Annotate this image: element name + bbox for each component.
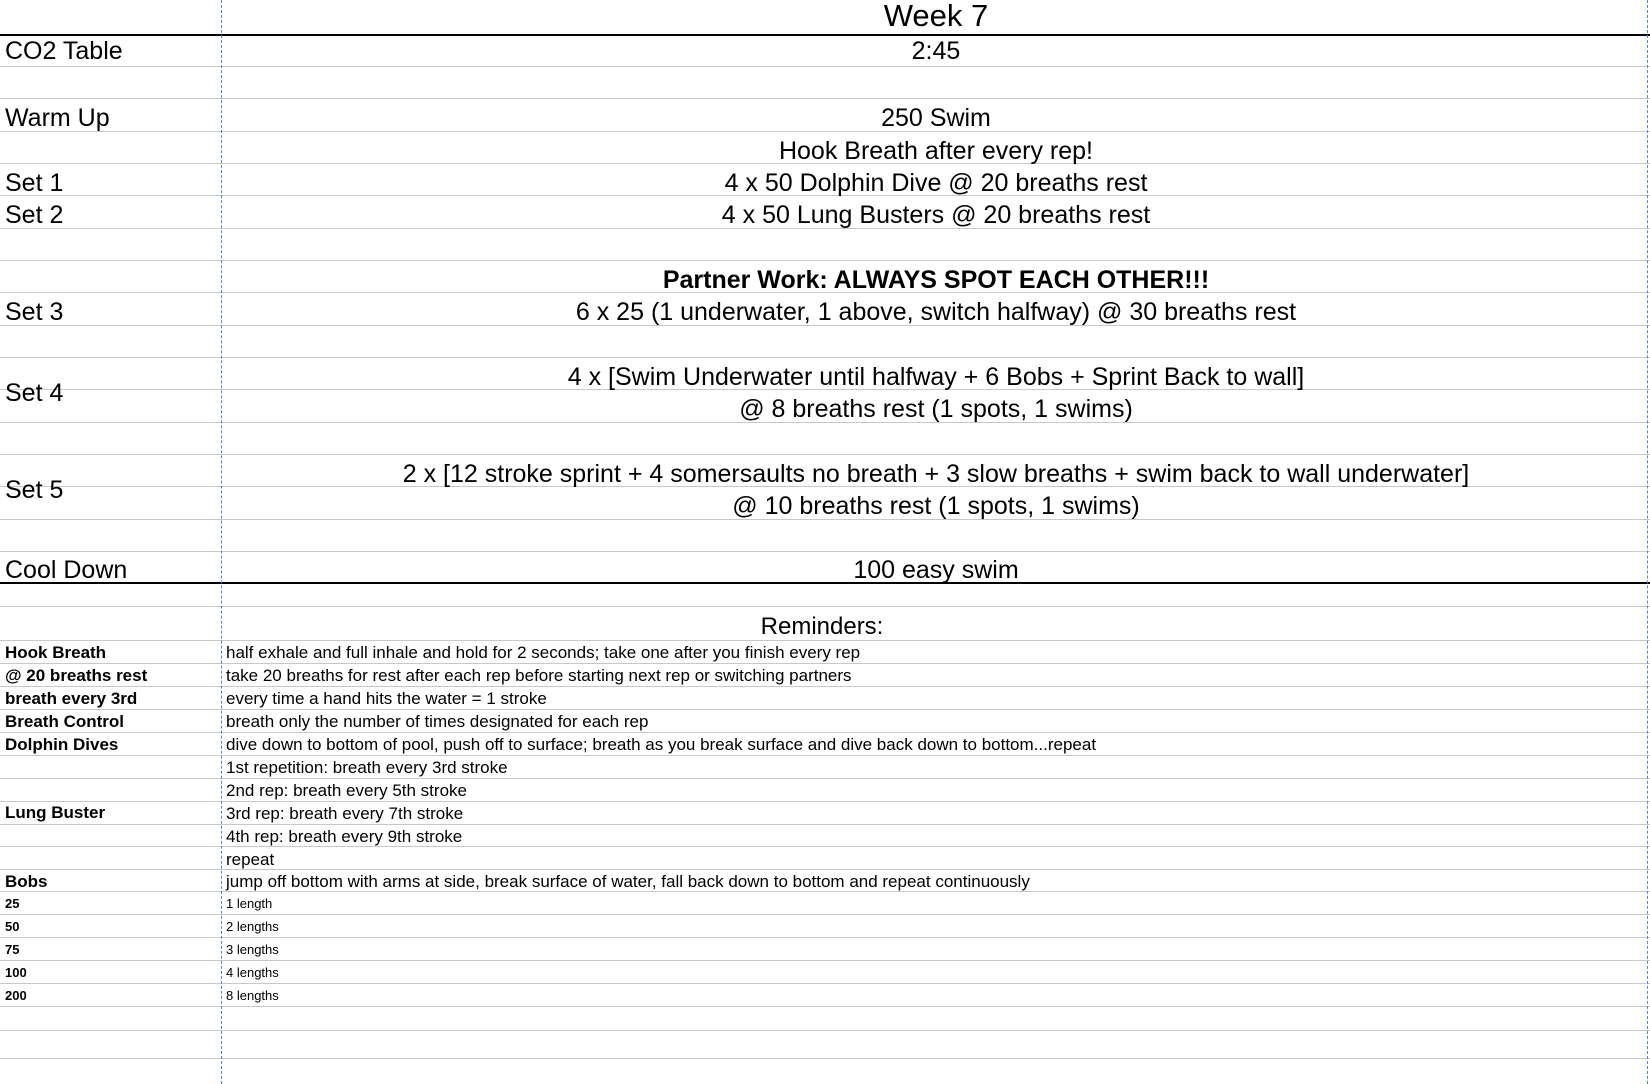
set4-label[interactable]: Set 4 [5, 379, 64, 407]
reminder-text[interactable]: half exhale and full inhale and hold for 2 seconds; take one after you finish every rep [226, 643, 861, 662]
grid-line [0, 98, 1650, 99]
lung-buster-line[interactable]: repeat [226, 850, 275, 869]
grid-line [0, 131, 1650, 132]
distance-text[interactable]: 4 lengths [226, 965, 279, 980]
reminder-term[interactable]: Dolphin Dives [5, 735, 119, 754]
distance-term[interactable]: 75 [5, 942, 20, 957]
grid-line [0, 1030, 1650, 1031]
grid-line [0, 1006, 1650, 1007]
reminder-term[interactable]: @ 20 breaths rest [5, 666, 148, 685]
lung-buster-line[interactable]: 2nd rep: breath every 5th stroke [226, 781, 467, 800]
reminder-term[interactable]: Lung Buster [5, 803, 106, 822]
grid-line [0, 357, 1650, 358]
grid-line [0, 891, 1650, 892]
grid-line [0, 869, 1650, 870]
grid-line [0, 846, 1650, 847]
set4-line2[interactable]: @ 8 breaths rest (1 spots, 1 swims) [739, 395, 1133, 423]
grid-line [0, 640, 1650, 641]
grid-line [0, 732, 1650, 733]
grid-line [0, 824, 1650, 825]
grid-line [0, 801, 1650, 802]
reminder-text[interactable]: every time a hand hits the water = 1 stroke [226, 689, 547, 708]
hook-breath-note[interactable]: Hook Breath after every rep! [778, 137, 1094, 165]
distance-text[interactable]: 1 length [226, 896, 273, 911]
grid-line [0, 960, 1650, 961]
set2-value[interactable]: 4 x 50 Lung Busters @ 20 breaths rest [721, 201, 1151, 229]
grid-line [0, 937, 1650, 938]
grid-line [0, 1058, 1650, 1059]
distance-term[interactable]: 200 [5, 988, 27, 1003]
grid-line [0, 686, 1650, 687]
warm-up-value[interactable]: 250 Swim [881, 104, 991, 132]
reminder-text[interactable]: breath only the number of times designated for each rep [226, 712, 649, 731]
grid-line [0, 778, 1650, 779]
reminders-title[interactable]: Reminders: [760, 613, 884, 640]
lung-buster-line[interactable]: 4th rep: breath every 9th stroke [226, 827, 463, 846]
distance-text[interactable]: 8 lengths [226, 988, 279, 1003]
grid-line [0, 914, 1650, 915]
reminder-text[interactable]: dive down to bottom of pool, push off to surface; breath as you break surface and dive back down to bottom...repeat [226, 735, 1097, 754]
grid-line [0, 454, 1650, 455]
warm-up-label[interactable]: Warm Up [5, 104, 110, 132]
reminder-term[interactable]: breath every 3rd [5, 689, 138, 708]
distance-term[interactable]: 100 [5, 965, 27, 980]
set4-line1[interactable]: 4 x [Swim Underwater until halfway + 6 Bobs + Sprint Back to wall] [567, 363, 1305, 391]
reminder-text[interactable]: take 20 breaths for rest after each rep before starting next rep or switching partners [226, 666, 852, 685]
set5-label[interactable]: Set 5 [5, 476, 64, 504]
set5-line1[interactable]: 2 x [12 stroke sprint + 4 somersaults no breath + 3 slow breaths + swim back to wall underwater] [402, 460, 1470, 488]
distance-term[interactable]: 25 [5, 896, 20, 911]
reminder-text[interactable]: jump off bottom with arms at side, break surface of water, fall back down to bottom and repeat continuously [226, 872, 1030, 891]
distance-text[interactable]: 3 lengths [226, 942, 279, 957]
set1-label[interactable]: Set 1 [5, 169, 64, 197]
reminder-term[interactable]: Breath Control [5, 712, 124, 731]
set1-value[interactable]: 4 x 50 Dolphin Dive @ 20 breaths rest [724, 169, 1148, 197]
partner-work-header[interactable]: Partner Work: ALWAYS SPOT EACH OTHER!!! [662, 266, 1210, 294]
distance-term[interactable]: 50 [5, 919, 20, 934]
grid-line [0, 551, 1650, 552]
sheet-title: Week 7 [883, 0, 989, 33]
reminder-term[interactable]: Bobs [5, 872, 48, 891]
grid-line [0, 663, 1650, 664]
lung-buster-line[interactable]: 1st repetition: breath every 3rd stroke [226, 758, 508, 777]
grid-line [0, 755, 1650, 756]
set3-value[interactable]: 6 x 25 (1 underwater, 1 above, switch halfway) @ 30 breaths rest [575, 298, 1297, 326]
grid-line [0, 983, 1650, 984]
co2-value[interactable]: 2:45 [911, 37, 961, 65]
lung-buster-line[interactable]: 3rd rep: breath every 7th stroke [226, 804, 464, 823]
reminder-term[interactable]: Hook Breath [5, 643, 107, 662]
cool-down-label[interactable]: Cool Down [5, 556, 128, 584]
grid-line [0, 260, 1650, 261]
grid-line [0, 66, 1650, 67]
grid-line [0, 709, 1650, 710]
cool-down-value[interactable]: 100 easy swim [853, 556, 1019, 584]
set5-line2[interactable]: @ 10 breaths rest (1 spots, 1 swims) [732, 492, 1140, 520]
set3-label[interactable]: Set 3 [5, 298, 64, 326]
grid-line [0, 606, 1650, 607]
grid-line [0, 34, 1650, 36]
distance-text[interactable]: 2 lengths [226, 919, 279, 934]
set2-label[interactable]: Set 2 [5, 201, 64, 229]
co2-label[interactable]: CO2 Table [5, 37, 123, 65]
